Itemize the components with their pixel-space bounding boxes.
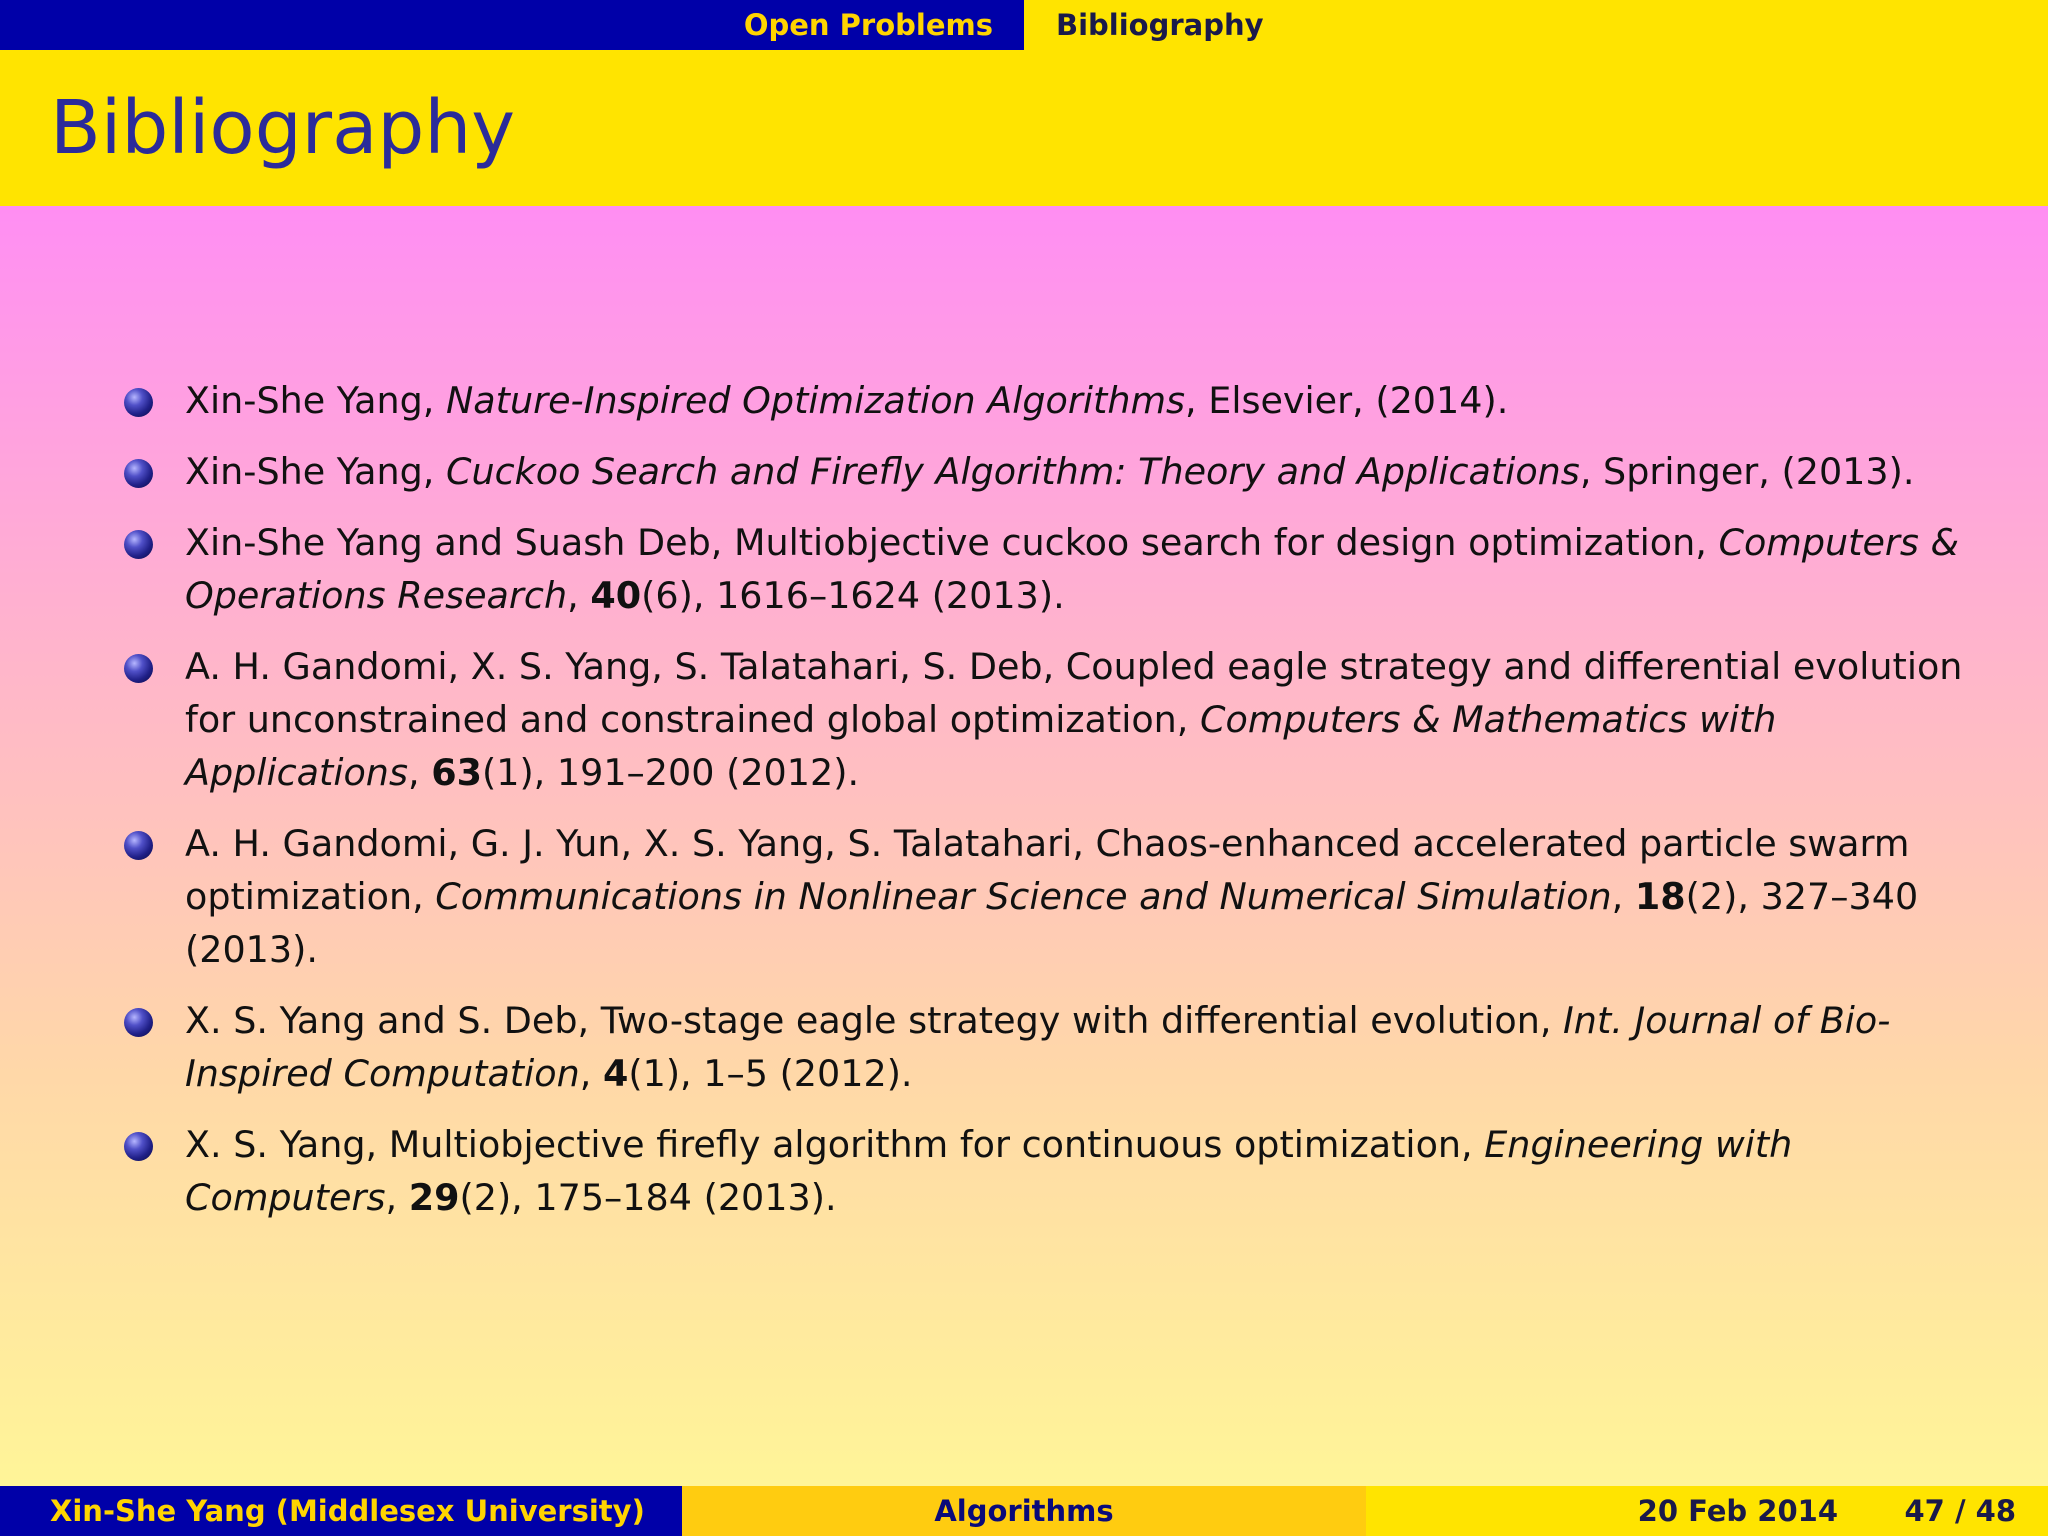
entry-text: Xin-She Yang, [185,450,446,493]
entry-title-italic: Communications in Nonlinear Science and Numerical Simulation [435,875,1612,918]
entry-volume-bold: 4 [602,1052,629,1095]
ball-bullet-icon [124,654,153,683]
entry-text: X. S. Yang, Multiobjective firefly algorithm for continuous optimization, [185,1123,1485,1166]
bibliography-entry [0,817,2048,976]
ball-bullet-icon [124,831,153,860]
ball-bullet-icon [124,530,153,559]
entry-title-italic: Engineering with Computers [185,1123,1793,1219]
bibliography-entry [0,516,2048,622]
slide-footer [0,1486,2048,1536]
entry-text: A. H. Gandomi, X. S. Yang, S. Talatahari, S. Deb, Coupled eagle strategy and differential evolution for unconstrained and constrained global optimization, [185,645,1963,741]
entry-title-italic: Cuckoo Search and Firefly Algorithm: Theory and Applications [445,450,1580,493]
entry-volume-bold: 18 [1634,875,1686,918]
entry-text: (2), 175–184 (2013). [459,1176,837,1219]
section-navigation-bar [0,0,2048,50]
entry-title-italic: Computers & Operations Research [185,521,1959,617]
footer-short-title: Algorithms [682,1486,1366,1536]
entry-text: Xin-She Yang and Suash Deb, Multiobjective cuckoo search for design optimization, [185,521,1719,564]
entry-text: (1), 191–200 (2012). [481,751,860,794]
entry-text: , [579,1052,603,1095]
entry-volume-bold: 63 [431,751,482,794]
slide-content [0,206,2048,1486]
ball-bullet-icon [124,459,153,488]
entry-text: , [1611,875,1635,918]
entry-title-italic: Nature-Inspired Optimization Algorithms [445,379,1186,422]
nav-section-bibliography[interactable]: Bibliography [1056,8,1264,42]
entry-text: , [385,1176,409,1219]
entry-volume-bold: 29 [408,1176,460,1219]
nav-section-open-problems[interactable]: Open Problems [743,8,993,42]
page-number[interactable]: 47 / 48 [1904,1494,2016,1528]
entry-text: X. S. Yang and S. Deb, Two-stage eagle strategy with differential evolution, [185,999,1564,1042]
bibliography-entry [0,640,2048,799]
entry-text: , Elsevier, (2014). [1185,379,1509,422]
entry-text: Xin-She Yang, [185,379,446,422]
bibliography-list [0,374,2048,1242]
entry-text: , [407,751,432,794]
footer-author: Xin-She Yang (Middlesex University) [0,1486,682,1536]
footer-date: 20 Feb 2014 [1637,1494,1838,1528]
bibliography-entry [0,445,2048,498]
footer-date-page [1366,1486,2048,1536]
entry-text: (2), 327–340 (2013). [185,875,1919,971]
page-title: Bibliography [50,85,516,171]
entry-text: (6), 1616–1624 (2013). [641,574,1065,617]
entry-text: (1), 1–5 (2012). [628,1052,913,1095]
ball-bullet-icon [124,1008,153,1037]
ball-bullet-icon [124,388,153,417]
entry-text: , [567,574,591,617]
entry-text: A. H. Gandomi, G. J. Yun, X. S. Yang, S. Talatahari, Chaos-enhanced accelerated particle swarm optimization, [185,822,1910,918]
bibliography-entry [0,374,2048,427]
entry-volume-bold: 40 [590,574,642,617]
entry-text: , Springer, (2013). [1579,450,1915,493]
entry-title-italic: Computers & Mathematics with Applications [185,698,1777,794]
entry-title-italic: Int. Journal of Bio-Inspired Computation [185,999,1891,1095]
ball-bullet-icon [124,1132,153,1161]
bibliography-entry [0,1118,2048,1224]
bibliography-entry [0,994,2048,1100]
